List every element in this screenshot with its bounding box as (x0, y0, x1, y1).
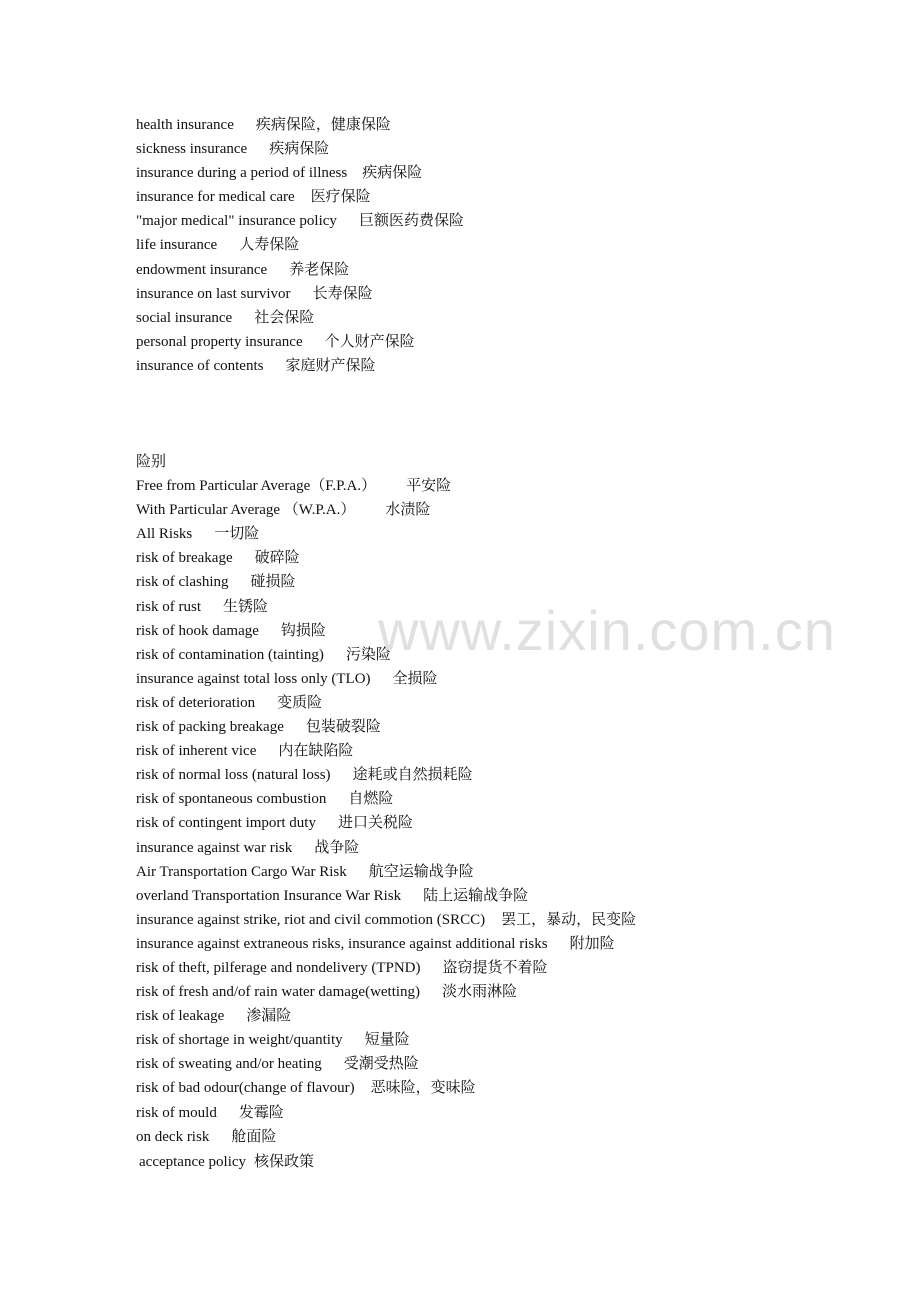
list-item (136, 739, 836, 763)
list-item (136, 258, 836, 282)
english-term: risk of theft, pilferage and nondelivery (TPND) (136, 959, 421, 976)
english-term: sickness insurance (136, 141, 248, 158)
english-term: risk of sweating and/or heating (136, 1056, 322, 1073)
list-item (136, 113, 836, 137)
chinese-term: 途耗或自然损耗险 (352, 767, 473, 784)
chinese-term: 恶味险，变味险 (370, 1080, 476, 1097)
list-item (136, 836, 836, 860)
list-item (139, 1150, 836, 1174)
english-term: risk of normal loss (natural loss) (136, 767, 331, 784)
list-item (136, 667, 836, 691)
english-term: life insurance (136, 237, 218, 254)
list-item (136, 330, 836, 354)
english-term: insurance against extraneous risks, insurance against additional risks (136, 935, 548, 952)
list-item (136, 595, 836, 619)
list-item (136, 1028, 836, 1052)
english-term: on deck risk (136, 1128, 210, 1145)
chinese-term: 巨额医药费保险 (358, 213, 464, 230)
chinese-term: 盗窃提货不着险 (442, 959, 548, 976)
list-item (136, 643, 836, 667)
english-term: insurance on last survivor (136, 285, 291, 302)
english-term: insurance of contents (136, 357, 264, 374)
chinese-term: 医疗保险 (310, 189, 371, 206)
chinese-term: 长寿保险 (312, 285, 373, 302)
list-item (136, 619, 836, 643)
list-item (136, 137, 836, 161)
english-term: risk of clashing (136, 574, 229, 591)
chinese-term: 渗漏险 (246, 1008, 292, 1025)
english-term: risk of rust (136, 598, 201, 615)
english-term: insurance against strike, riot and civil commotion (SRCC) (136, 911, 486, 928)
chinese-term: 陆上运输战争险 (423, 887, 529, 904)
english-term: Air Transportation Cargo War Risk (136, 863, 347, 880)
english-term: risk of shortage in weight/quantity (136, 1032, 343, 1049)
english-term: health insurance (136, 117, 234, 133)
english-term: risk of mould (136, 1104, 217, 1121)
chinese-term: 个人财产保险 (324, 333, 415, 350)
english-term: risk of contingent import duty (136, 815, 316, 832)
list-item (136, 282, 836, 306)
chinese-term: 疾病保险，健康保险 (255, 117, 391, 133)
english-term: social insurance (136, 309, 233, 326)
chinese-term: 疾病保险 (269, 141, 330, 158)
list-item (136, 956, 836, 980)
chinese-term: 罢工，暴动，民变险 (501, 911, 637, 928)
list-item (136, 1101, 836, 1125)
list-item (136, 787, 836, 811)
english-term: "major medical" insurance policy (136, 213, 337, 230)
english-term: overland Transportation Insurance War Risk (136, 887, 402, 904)
chinese-term: 社会保险 (254, 309, 315, 326)
list-item (136, 233, 836, 257)
english-term: risk of packing breakage (136, 719, 284, 736)
chinese-term: 一切险 (214, 526, 260, 543)
list-item (136, 546, 836, 570)
english-term: risk of fresh and/of rain water damage(wetting) (136, 984, 421, 1001)
english-term: risk of hook damage (136, 622, 259, 639)
chinese-term: 全损险 (392, 670, 438, 687)
chinese-term: 水渍险 (385, 502, 431, 519)
list-item (136, 1125, 836, 1149)
chinese-term: 战争险 (314, 839, 360, 856)
english-term: risk of bad odour(change of flavour) (136, 1080, 355, 1097)
insurance-types-list (136, 113, 836, 378)
english-term: risk of deterioration (136, 694, 256, 711)
list-item (136, 980, 836, 1004)
english-term: With Particular Average （W.P.A.） (136, 502, 356, 519)
list-item (136, 474, 836, 498)
english-term: endowment insurance (136, 261, 268, 278)
list-item (136, 354, 836, 378)
chinese-term: 疾病保险 (362, 165, 423, 182)
chinese-term: 破碎险 (254, 550, 300, 567)
list-item (136, 209, 836, 233)
english-term: All Risks (136, 526, 193, 543)
chinese-term: 核保政策 (254, 1153, 315, 1170)
english-term: personal property insurance (136, 333, 303, 350)
list-item (136, 763, 836, 787)
chinese-term: 进口关税险 (337, 815, 413, 832)
chinese-term: 碰损险 (250, 574, 296, 591)
coverage-risks-list (136, 450, 836, 1174)
chinese-term: 人寿保险 (239, 237, 300, 254)
list-item (136, 811, 836, 835)
english-term: insurance against war risk (136, 839, 293, 856)
list-item (136, 498, 836, 522)
chinese-term: 航空运输战争险 (368, 863, 474, 880)
list-item (136, 691, 836, 715)
chinese-term: 内在缺陷险 (278, 743, 354, 760)
chinese-term: 平安险 (406, 478, 452, 495)
list-item (136, 161, 836, 185)
list-item (136, 185, 836, 209)
chinese-term: 污染险 (345, 646, 391, 663)
english-term: acceptance policy (139, 1153, 247, 1170)
chinese-term: 附加险 (569, 935, 615, 952)
section-heading: 险别 (136, 454, 167, 470)
english-term: insurance during a period of illness (136, 165, 348, 182)
chinese-term: 钩损险 (280, 622, 326, 639)
english-term: risk of leakage (136, 1008, 225, 1025)
chinese-term: 舱面险 (231, 1128, 277, 1145)
english-term: risk of contamination (tainting) (136, 646, 324, 663)
chinese-term: 包装破裂险 (305, 719, 381, 736)
chinese-term: 自燃险 (348, 791, 394, 808)
list-item (136, 908, 836, 932)
english-term: insurance against total loss only (TLO) (136, 670, 371, 687)
english-term: Free from Particular Average（F.P.A.） (136, 478, 377, 495)
list-item (136, 860, 836, 884)
chinese-term: 养老保险 (289, 261, 350, 278)
list-item (136, 1076, 836, 1100)
chinese-term: 变质险 (277, 694, 323, 711)
chinese-term: 受潮受热险 (343, 1056, 419, 1073)
english-term: risk of spontaneous combustion (136, 791, 327, 808)
english-term: risk of inherent vice (136, 743, 257, 760)
chinese-term: 短量险 (364, 1032, 410, 1049)
site-watermark: www.zixin.com.cn (378, 599, 836, 662)
list-item (136, 884, 836, 908)
english-term: insurance for medical care (136, 189, 295, 206)
list-item (136, 1052, 836, 1076)
chinese-term: 发霉险 (238, 1104, 284, 1121)
english-term: risk of breakage (136, 550, 233, 567)
chinese-term: 生锈险 (223, 598, 269, 615)
list-item (136, 306, 836, 330)
list-item (136, 1004, 836, 1028)
list-item (136, 715, 836, 739)
chinese-term: 家庭财产保险 (285, 357, 376, 374)
list-item (136, 522, 836, 546)
chinese-term: 淡水雨淋险 (442, 984, 518, 1001)
list-item (136, 570, 836, 594)
list-item (136, 932, 836, 956)
